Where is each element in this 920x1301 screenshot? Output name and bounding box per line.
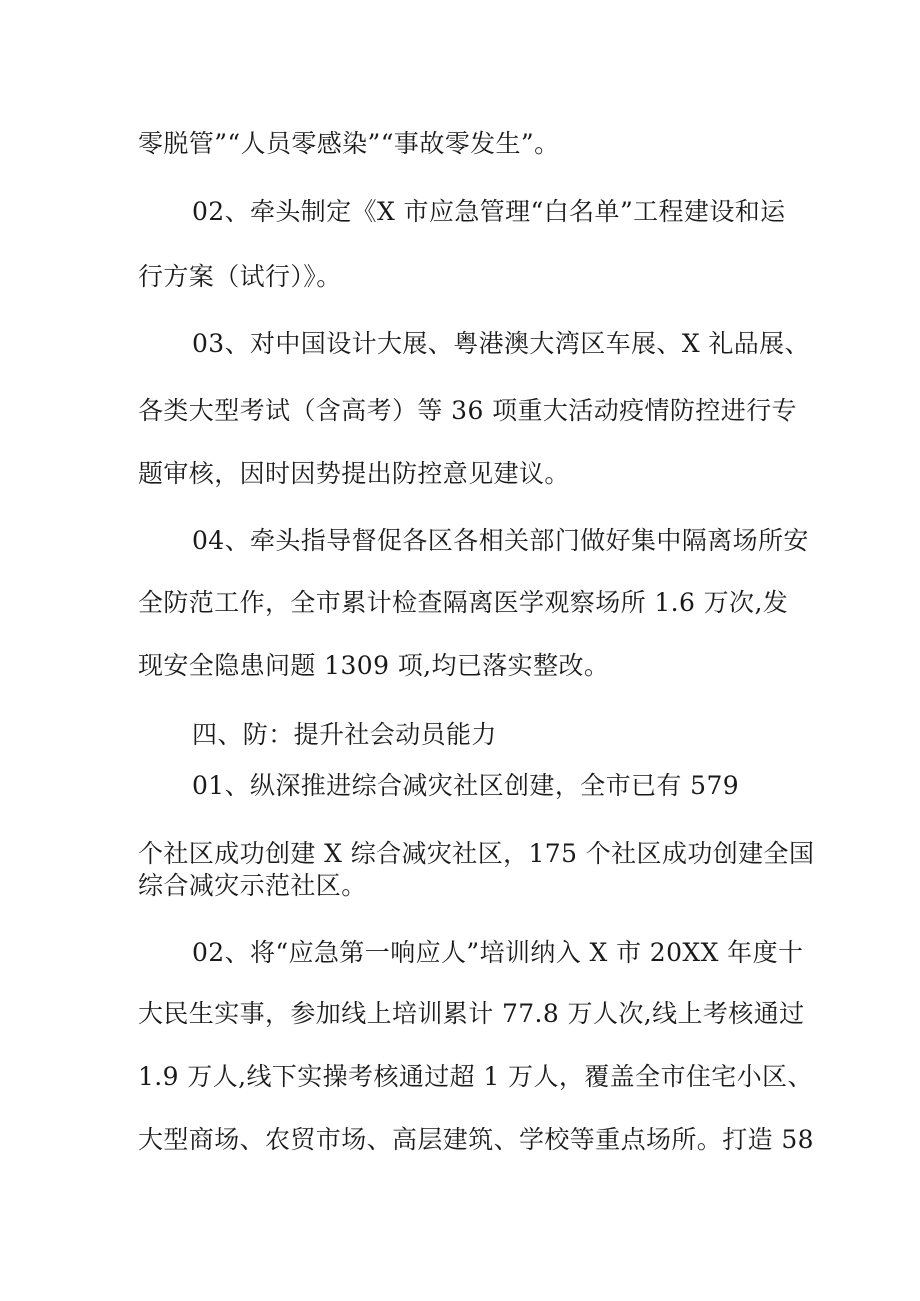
paragraph-line: 03、对中国设计大展、粤港澳大湾区车展、X 礼品展、	[192, 329, 810, 358]
paragraph-line: 零脱管”“人员零感染”“事故零发生”。	[138, 129, 560, 158]
paragraph-line: 全防范工作，全市累计检查隔离医学观察场所 1.6 万次,发	[138, 588, 789, 617]
paragraph-line: 题审核，因时因势提出防控意见建议。	[138, 459, 570, 488]
paragraph-line: 01、纵深推进综合减灾社区创建，全市已有 579	[192, 771, 740, 800]
paragraph-line: 各类大型考试（含高考）等 36 项重大活动疫情防控进行专	[138, 396, 797, 425]
section-heading: 四、防：提升社会动员能力	[192, 720, 497, 749]
paragraph-line: 大型商场、农贸市场、高层建筑、学校等重点场所。打造 58	[138, 1125, 814, 1154]
paragraph-line: 02、牵头制定《X 市应急管理“白名单”工程建设和运	[192, 197, 786, 226]
paragraph-line: 04、牵头指导督促各区各相关部门做好集中隔离场所安	[192, 526, 809, 555]
paragraph-line: 现安全隐患问题 1309 项,均已落实整改。	[138, 651, 610, 680]
paragraph-line: 02、将“应急第一响应人”培训纳入 X 市 20XX 年度十	[192, 938, 804, 967]
paragraph-line: 1.9 万人,线下实操考核通过超 1 万人，覆盖全市住宅小区、	[138, 1062, 813, 1091]
paragraph-line: 大民生实事，参加线上培训累计 77.8 万人次,线上考核通过	[138, 999, 805, 1028]
paragraph-line: 综合减灾示范社区。	[138, 871, 367, 900]
paragraph-line: 行方案（试行）》。	[138, 262, 342, 291]
paragraph-line: 个社区成功创建 X 综合减灾社区，175 个社区成功创建全国	[138, 839, 815, 868]
